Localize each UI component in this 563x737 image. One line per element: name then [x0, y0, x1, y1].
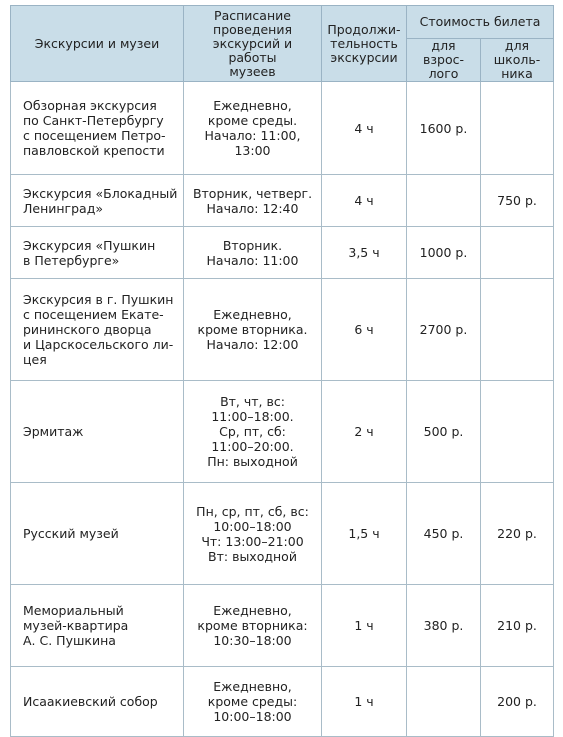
adult-price-cell: 1000 р.	[407, 227, 481, 279]
schedule-cell	[184, 585, 322, 667]
text-line: 13:00	[234, 143, 271, 158]
text-line: Начало: 12:00	[206, 337, 299, 352]
adult-price-cell: 450 р.	[407, 483, 481, 585]
text-line: Начало: 12:40	[206, 200, 299, 216]
text-line: 11:00–20:00.	[211, 439, 294, 454]
text-line: Обзорная экскурсия	[23, 98, 157, 113]
text-line: Мемориальный	[23, 603, 124, 618]
text-line: Чт: 13:00–21:00	[201, 533, 304, 549]
header-student	[481, 39, 554, 82]
table-row	[11, 483, 554, 585]
student-price-cell: 200 р.	[481, 667, 554, 737]
text-line: Экскурсия в г. Пушкин	[23, 292, 174, 307]
student-price-cell	[481, 82, 554, 175]
adult-price-cell: 1600 р.	[407, 82, 481, 175]
text-line: Расписание	[214, 7, 291, 23]
text-line: А. С. Пушкина	[23, 633, 116, 648]
excursion-name-cell	[11, 667, 184, 737]
student-price-cell: 210 р.	[481, 585, 554, 667]
table-row	[11, 82, 554, 175]
table-row	[11, 381, 554, 483]
text-line: 10:30–18:00	[213, 633, 292, 648]
text-line: Русский музей	[23, 526, 119, 541]
text-line: Пн: выходной	[207, 454, 298, 469]
text-line: Пн, ср, пт, сб, вс:	[196, 503, 309, 519]
text-line: Ежедневно,	[213, 679, 292, 694]
table-row	[11, 279, 554, 381]
adult-price-cell: 2700 р.	[407, 279, 481, 381]
text-line: павловской крепости	[23, 143, 165, 158]
text-line: цея	[23, 352, 47, 367]
text-line: проведения	[213, 21, 292, 37]
student-price-cell	[481, 227, 554, 279]
schedule-cell	[184, 667, 322, 737]
price-table-container	[10, 5, 554, 737]
text-line: Ежедневно,	[213, 98, 292, 113]
student-price-cell: 750 р.	[481, 175, 554, 227]
text-line: рининского дворца	[23, 322, 152, 337]
header-row-1	[11, 6, 554, 39]
text-line: Продолжи-	[327, 21, 401, 37]
text-line: 10:00–18:00	[213, 518, 292, 534]
table-row	[11, 227, 554, 279]
text-line: кроме среды:	[207, 694, 298, 709]
text-line: в Петербурге»	[23, 252, 120, 268]
excursion-name-cell	[11, 381, 184, 483]
excursion-name-cell	[11, 227, 184, 279]
text-line: Ежедневно,	[213, 603, 292, 618]
duration-cell: 1,5 ч	[322, 483, 407, 585]
student-price-cell: 220 р.	[481, 483, 554, 585]
adult-price-cell	[407, 667, 481, 737]
text-line: музеев	[229, 63, 276, 79]
text-line: Начало: 11:00,	[204, 128, 301, 143]
duration-cell: 4 ч	[322, 82, 407, 175]
table-row	[11, 175, 554, 227]
text-line: Ежедневно,	[213, 307, 292, 322]
text-line: лого	[428, 66, 459, 81]
duration-cell: 2 ч	[322, 381, 407, 483]
text-line: с посещением Петро-	[23, 128, 166, 143]
duration-cell: 4 ч	[322, 175, 407, 227]
adult-price-cell: 500 р.	[407, 381, 481, 483]
excursion-price-table	[10, 5, 554, 737]
text-line: Вторник.	[222, 237, 283, 253]
duration-cell: 1 ч	[322, 585, 407, 667]
text-line: для школь-	[493, 38, 541, 67]
text-line: для взрос-	[423, 38, 464, 67]
text-line: ника	[501, 66, 533, 81]
text-line: с посещением Екате-	[23, 307, 164, 322]
adult-price-cell: 380 р.	[407, 585, 481, 667]
table-body	[11, 82, 554, 737]
header-schedule	[184, 6, 322, 82]
schedule-cell	[184, 483, 322, 585]
header-excursions	[11, 6, 184, 82]
text-line: по Санкт-Петербургу	[23, 113, 164, 128]
table-row	[11, 667, 554, 737]
adult-price-cell	[407, 175, 481, 227]
text-line: и Царскосельского ли-	[23, 337, 174, 352]
text-line: Ленинград»	[23, 200, 104, 216]
text-line: кроме среды.	[207, 113, 298, 128]
excursion-name-cell	[11, 483, 184, 585]
duration-cell: 3,5 ч	[322, 227, 407, 279]
text-line: музей-квартира	[23, 618, 129, 633]
header-adult	[407, 39, 481, 82]
student-price-cell	[481, 279, 554, 381]
schedule-cell	[184, 82, 322, 175]
duration-cell: 6 ч	[322, 279, 407, 381]
text-line: Экскурсия «Блокадный	[23, 185, 178, 201]
text-line: Экскурсия «Пушкин	[23, 237, 156, 253]
text-line: 10:00–18:00	[213, 709, 292, 724]
header-cost: Стоимость билета	[407, 6, 554, 39]
text-line: 11:00–18:00.	[211, 409, 294, 424]
header-duration	[322, 6, 407, 82]
text-line: кроме вторника.	[197, 322, 308, 337]
text-line: экскурсий и работы	[212, 35, 293, 65]
duration-cell: 1 ч	[322, 667, 407, 737]
text-line: экскурсии	[330, 49, 398, 65]
text-line: Эрмитаж	[23, 424, 84, 439]
schedule-cell	[184, 279, 322, 381]
excursion-name-cell	[11, 175, 184, 227]
text-line: Вт, чт, вс:	[220, 394, 285, 409]
schedule-cell	[184, 381, 322, 483]
excursion-name-cell	[11, 82, 184, 175]
text-line: Начало: 11:00	[206, 252, 299, 268]
text-line: Исаакиевский собор	[23, 694, 158, 709]
text-line: Вт: выходной	[208, 548, 297, 564]
schedule-cell	[184, 227, 322, 279]
text-line: Экскурсии и музеи	[34, 35, 160, 51]
excursion-name-cell	[11, 279, 184, 381]
schedule-cell	[184, 175, 322, 227]
text-line: Ср, пт, сб:	[219, 424, 286, 439]
text-line: тельность	[330, 35, 398, 51]
text-line: Вторник, четверг.	[192, 185, 313, 201]
excursion-name-cell	[11, 585, 184, 667]
text-line: кроме вторника:	[197, 618, 308, 633]
student-price-cell	[481, 381, 554, 483]
table-row	[11, 585, 554, 667]
